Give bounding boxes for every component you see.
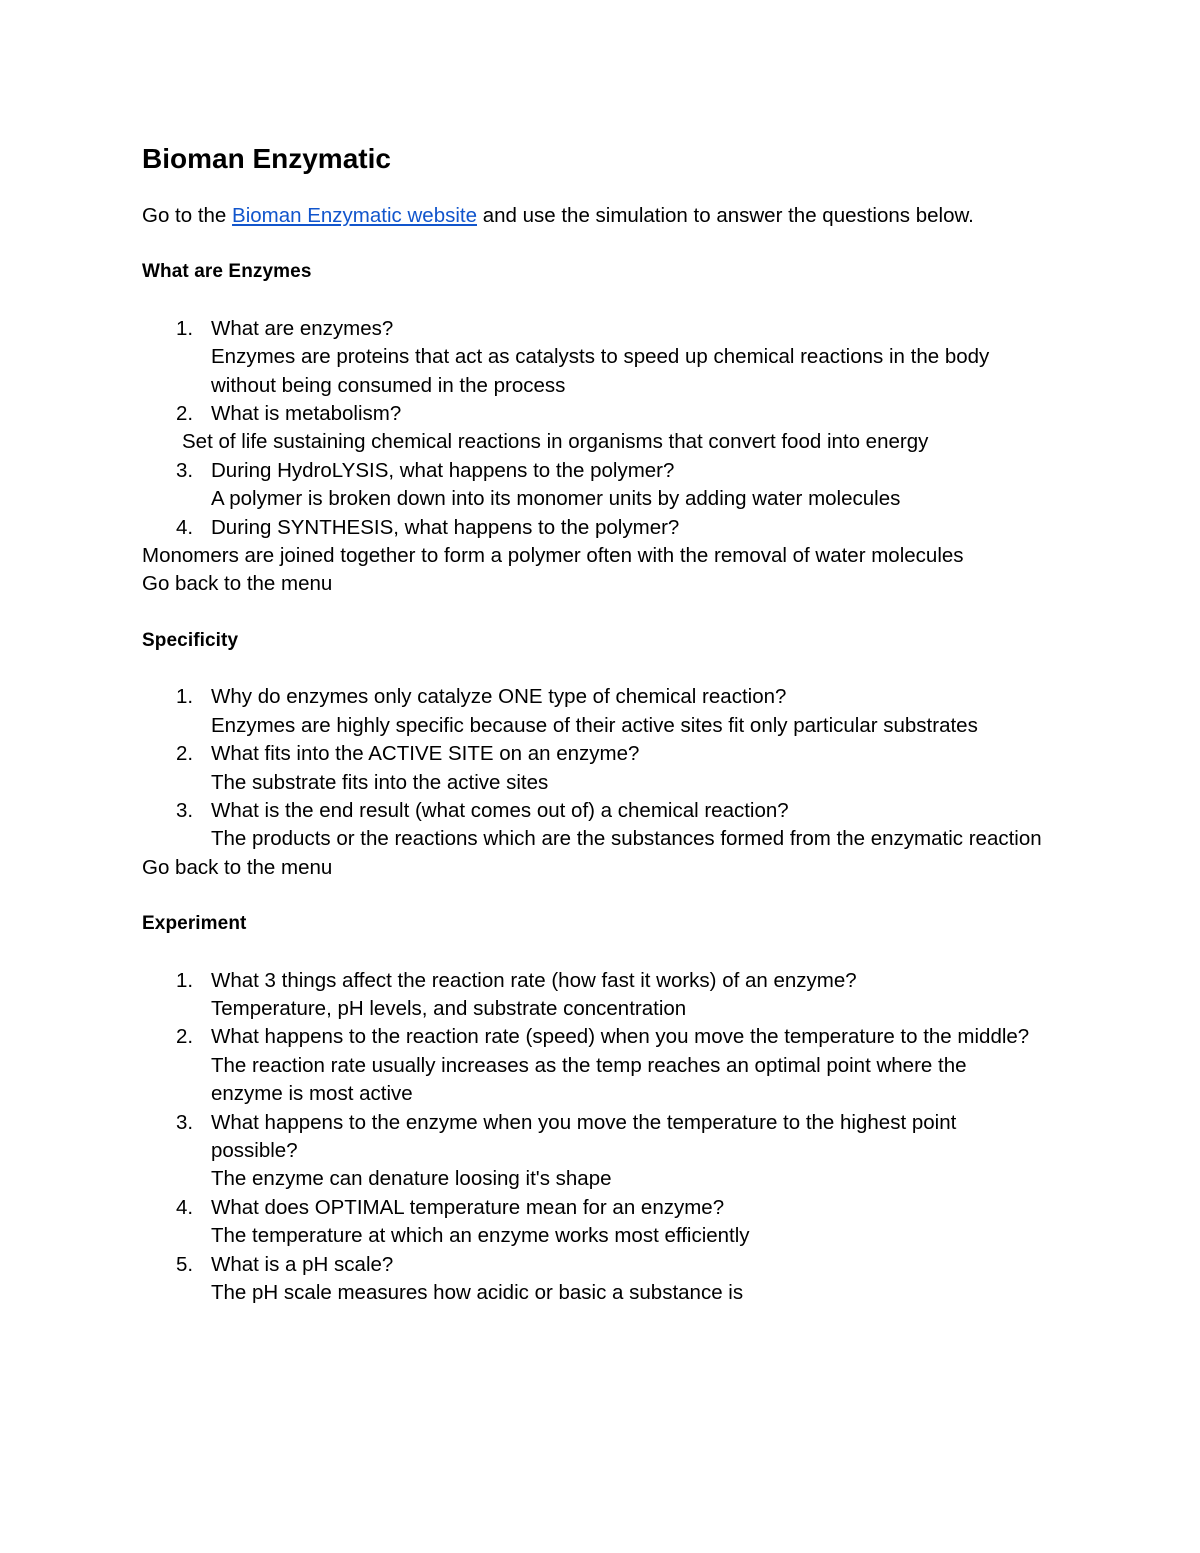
- section-heading-experiment: Experiment: [142, 913, 247, 935]
- intro-text-before: Go to the: [142, 204, 233, 227]
- question-number: 2.: [176, 742, 194, 766]
- answer-text: Temperature, pH levels, and substrate concentration: [211, 996, 687, 1020]
- list-item: [142, 1251, 1042, 1308]
- question-text: What 3 things affect the reaction rate (how fast it works) of an enzyme?: [211, 968, 857, 992]
- answer-text: Monomers are joined together to form a polymer often with the removal of water molecules: [142, 544, 964, 568]
- answer-text: The enzyme can denature loosing it's shape: [211, 1167, 612, 1191]
- go-back-to-menu-text: Go back to the menu: [142, 572, 333, 596]
- question-list-what-are-enzymes: [142, 315, 1042, 542]
- list-item: [142, 315, 1042, 400]
- section-heading-specificity: Specificity: [142, 629, 239, 651]
- answer-text: The substrate fits into the active sites: [211, 770, 549, 794]
- answer-text: Enzymes are highly specific because of their active sites fit only particular substrates: [211, 713, 978, 737]
- section-heading-what-are-enzymes: What are Enzymes: [142, 261, 312, 283]
- list-item: [142, 683, 1042, 740]
- question-text: What is the end result (what comes out of) a chemical reaction?: [211, 798, 789, 822]
- question-list-experiment: [142, 967, 1042, 1308]
- document-page: [142, 140, 1042, 1307]
- question-text: What happens to the enzyme when you move the temperature to the highest point possible?: [211, 1110, 957, 1162]
- question-number: 3.: [176, 798, 194, 822]
- answer-text: The products or the reactions which are the substances formed from the enzymatic reaction: [211, 827, 1042, 851]
- question-text: During HydroLYSIS, what happens to the polymer?: [211, 458, 675, 482]
- question-number: 3.: [176, 458, 194, 482]
- answer-text: Set of life sustaining chemical reactions in organisms that convert food into energy: [182, 430, 929, 454]
- question-text: Why do enzymes only catalyze ONE type of chemical reaction?: [211, 685, 787, 709]
- question-text: What happens to the reaction rate (speed) when you move the temperature to the middle?: [211, 1025, 1030, 1049]
- question-text: What does OPTIMAL temperature mean for an enzyme?: [211, 1195, 725, 1219]
- list-item: [142, 1109, 1042, 1194]
- answer-text: The temperature at which an enzyme works most efficiently: [211, 1224, 750, 1248]
- list-item: [142, 457, 1042, 514]
- question-number: 5.: [176, 1252, 194, 1276]
- list-item: [142, 967, 1042, 1024]
- question-number: 1.: [176, 968, 194, 992]
- list-item: [142, 1023, 1042, 1108]
- question-number: 2.: [176, 402, 194, 426]
- question-text: What is metabolism?: [211, 402, 402, 426]
- list-item: [142, 740, 1042, 797]
- intro-text-after: and use the simulation to answer the questions below.: [477, 204, 974, 227]
- bioman-website-link[interactable]: Bioman Enzymatic website: [232, 204, 477, 227]
- document-title: Bioman Enzymatic: [142, 143, 391, 174]
- question-number: 2.: [176, 1025, 194, 1049]
- answer-text: The reaction rate usually increases as the temp reaches an optimal point where the enzyme is most active: [211, 1053, 967, 1106]
- question-number: 4.: [176, 515, 194, 539]
- list-item: [142, 400, 1042, 457]
- answer-text: A polymer is broken down into its monomer units by adding water molecules: [211, 487, 901, 511]
- question-list-specificity: [142, 683, 1042, 853]
- list-item: [142, 1194, 1042, 1251]
- answer-text: Enzymes are proteins that act as catalysts to speed up chemical reactions in the body without being consumed in the process: [211, 345, 990, 397]
- question-number: 1.: [176, 685, 194, 709]
- list-item: [142, 514, 1042, 542]
- question-number: 3.: [176, 1110, 194, 1134]
- question-text: What is a pH scale?: [211, 1252, 394, 1276]
- go-back-to-menu-text: Go back to the menu: [142, 855, 333, 879]
- question-text: What are enzymes?: [211, 316, 394, 340]
- answer-text: The pH scale measures how acidic or basic a substance is: [211, 1281, 744, 1304]
- list-item: [142, 797, 1042, 854]
- question-number: 1.: [176, 316, 194, 340]
- question-text: What fits into the ACTIVE SITE on an enzyme?: [211, 742, 640, 766]
- question-number: 4.: [176, 1195, 194, 1219]
- question-text: During SYNTHESIS, what happens to the polymer?: [211, 515, 680, 539]
- intro-paragraph: [142, 202, 1042, 230]
